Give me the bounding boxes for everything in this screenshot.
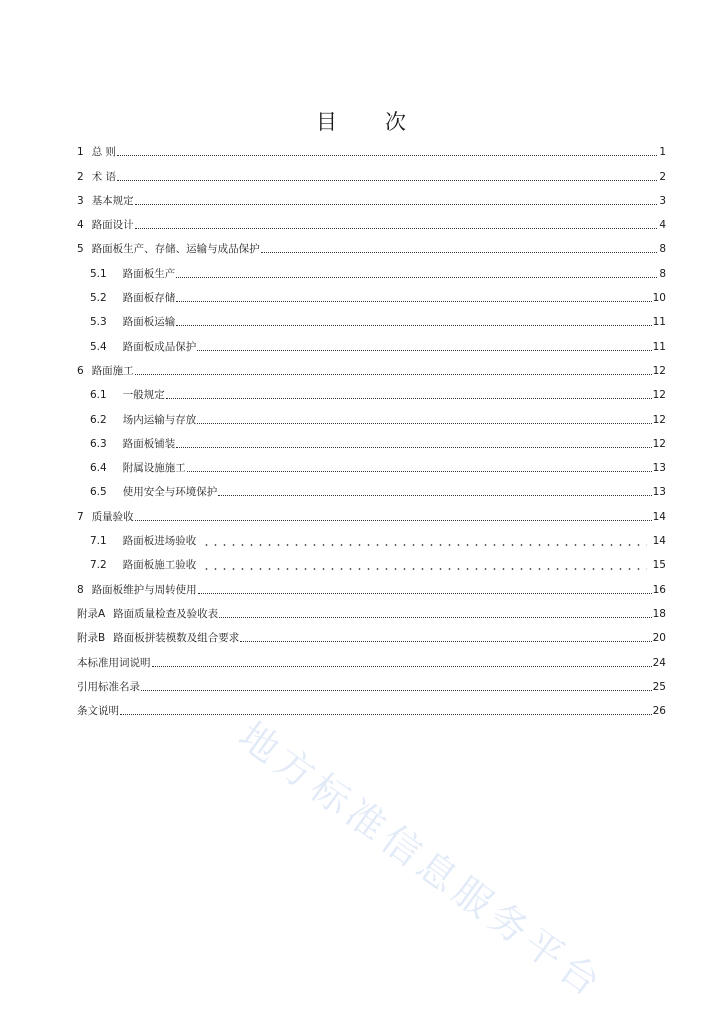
- toc-title: 路面板生产、存储、运输与成品保护: [91, 243, 260, 256]
- dot-leader: [219, 616, 651, 618]
- toc-title: 术 语: [91, 170, 117, 183]
- toc-number: 6.5: [90, 486, 107, 499]
- toc-number: 5: [77, 243, 84, 256]
- toc-entry[interactable]: [77, 212, 666, 236]
- dot-leader: [135, 519, 652, 521]
- toc-entry[interactable]: [77, 503, 666, 527]
- dot-leader: [261, 251, 657, 253]
- toc-number: 7.2: [90, 559, 107, 572]
- dot-leader: [152, 665, 652, 667]
- toc-page-number: 24: [652, 656, 666, 669]
- toc-title: 路面板拼装模数及组合要求: [113, 632, 240, 645]
- toc-page-number: 18: [652, 607, 666, 620]
- toc-title: 路面板生产: [122, 267, 176, 280]
- dot-leader: [117, 179, 657, 181]
- dot-leader: [176, 276, 657, 278]
- toc-number: 6.3: [90, 437, 107, 450]
- toc-title: 引用标准名录: [77, 680, 140, 693]
- dot-leader: [117, 154, 657, 156]
- toc-entry[interactable]: [77, 236, 666, 260]
- toc-entry[interactable]: [77, 163, 666, 187]
- toc-number: 附录B: [77, 632, 106, 645]
- toc-page-number: 12: [652, 389, 666, 402]
- toc-page-number: 11: [652, 316, 666, 329]
- dot-leader: [176, 446, 651, 448]
- toc-entry[interactable]: [77, 188, 666, 212]
- toc-page-number: 12: [652, 364, 666, 377]
- watermark: 地方标准信息服务平台: [230, 713, 613, 1008]
- toc-title: 路面板成品保护: [122, 340, 197, 353]
- toc-page-number: 2: [659, 170, 666, 183]
- dot-leader: [120, 713, 652, 715]
- toc-number: 7: [77, 510, 84, 523]
- toc-entry[interactable]: [77, 601, 666, 625]
- toc-title: 质量验收: [91, 510, 134, 523]
- toc-title: 路面施工: [91, 364, 134, 377]
- dot-leader: [166, 397, 652, 399]
- toc-page-number: 13: [652, 462, 666, 475]
- toc-page-number: 4: [659, 219, 666, 232]
- toc-entry[interactable]: [77, 455, 666, 479]
- toc-page-number: 20: [652, 632, 666, 645]
- toc-entry[interactable]: [77, 285, 666, 309]
- toc-title: 路面板进场验收: [122, 535, 197, 548]
- dot-leader: [141, 689, 652, 691]
- toc-entry[interactable]: [77, 552, 666, 576]
- toc-title: 本标准用词说明: [77, 656, 151, 669]
- dot-leader: [135, 227, 657, 229]
- toc-number: 6.2: [90, 413, 107, 426]
- toc-entry[interactable]: [77, 431, 666, 455]
- toc-entry[interactable]: [77, 576, 666, 600]
- toc-title: 路面板施工验收: [122, 559, 197, 572]
- table-of-contents: [77, 139, 666, 722]
- toc-page-number: 3: [659, 194, 666, 207]
- toc-entry[interactable]: [77, 260, 666, 284]
- toc-entry[interactable]: [77, 674, 666, 698]
- toc-title: 路面板铺装: [122, 437, 176, 450]
- dot-leader: [197, 422, 651, 424]
- toc-page-number: 12: [652, 413, 666, 426]
- dot-leader: [202, 544, 646, 546]
- toc-title: 场内运输与存放: [122, 413, 197, 426]
- toc-entry[interactable]: [77, 528, 666, 552]
- dot-leader: [176, 300, 651, 302]
- dot-leader: [135, 373, 652, 375]
- toc-page-number: 16: [652, 583, 666, 596]
- toc-number: 5.1: [90, 267, 107, 280]
- toc-page-number: 14: [652, 510, 666, 523]
- toc-title: 条文说明: [77, 705, 119, 718]
- toc-page-number: 8: [659, 243, 666, 256]
- dot-leader: [240, 640, 651, 642]
- dot-leader: [197, 349, 651, 351]
- toc-entry[interactable]: [77, 309, 666, 333]
- toc-number: 6.1: [90, 389, 107, 402]
- toc-number: 3: [77, 194, 84, 207]
- toc-page-number: 25: [652, 680, 666, 693]
- toc-title: 基本规定: [91, 194, 134, 207]
- dot-leader: [218, 494, 651, 496]
- toc-page-number: 12: [652, 437, 666, 450]
- page-title: [0, 106, 724, 136]
- toc-page-number: 14: [652, 535, 666, 548]
- toc-entry[interactable]: [77, 333, 666, 357]
- toc-entry[interactable]: [77, 406, 666, 430]
- toc-number: 4: [77, 219, 84, 232]
- toc-entry[interactable]: [77, 139, 666, 163]
- toc-page-number: 13: [652, 486, 666, 499]
- dot-leader: [198, 592, 652, 594]
- toc-page-number: 1: [659, 146, 666, 159]
- toc-title: 使用安全与环境保护: [122, 486, 218, 499]
- toc-number: 1: [77, 146, 84, 159]
- toc-entry[interactable]: [77, 698, 666, 722]
- toc-number: 2: [77, 170, 84, 183]
- title-char-2: 次: [385, 110, 408, 134]
- toc-title: 路面板存储: [122, 292, 176, 305]
- toc-page-number: 11: [652, 340, 666, 353]
- toc-entry[interactable]: [77, 479, 666, 503]
- toc-page-number: 15: [652, 559, 666, 572]
- toc-title: 总 则: [91, 146, 117, 159]
- toc-page-number: 26: [652, 705, 666, 718]
- toc-number: 5.2: [90, 292, 107, 305]
- toc-title: 附属设施施工: [122, 462, 186, 475]
- toc-number: 5.4: [90, 340, 107, 353]
- toc-entry[interactable]: [77, 625, 666, 649]
- toc-number: 6: [77, 364, 84, 377]
- toc-entry[interactable]: [77, 649, 666, 673]
- dot-leader: [187, 470, 652, 472]
- toc-number: 5.3: [90, 316, 107, 329]
- toc-page-number: 8: [659, 267, 666, 280]
- dot-leader: [135, 203, 657, 205]
- toc-title: 路面设计: [91, 219, 134, 232]
- toc-page-number: 10: [652, 292, 666, 305]
- toc-entry[interactable]: [77, 358, 666, 382]
- toc-number: 附录A: [77, 607, 106, 620]
- toc-entry[interactable]: [77, 382, 666, 406]
- toc-title: 路面板运输: [122, 316, 176, 329]
- toc-number: 6.4: [90, 462, 107, 475]
- toc-number: 7.1: [90, 535, 107, 548]
- toc-title: 路面板维护与周转使用: [91, 583, 197, 596]
- dot-leader: [176, 324, 651, 326]
- title-char-1: 目: [316, 110, 339, 134]
- toc-title: 路面质量检查及验收表: [113, 607, 219, 620]
- toc-title: 一般规定: [122, 389, 165, 402]
- dot-leader: [202, 568, 646, 570]
- toc-number: 8: [77, 583, 84, 596]
